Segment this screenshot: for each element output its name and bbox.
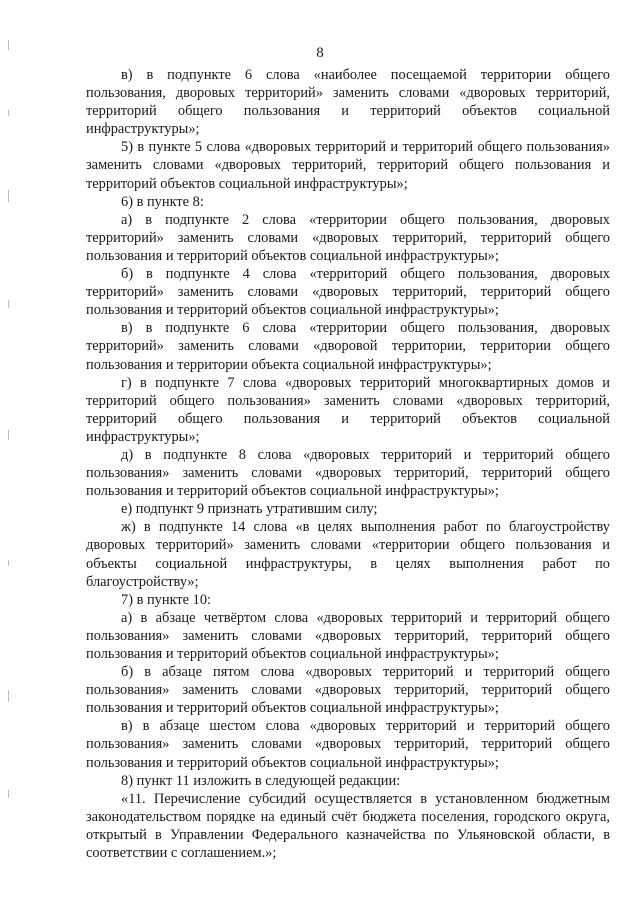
scan-margin-marks xyxy=(8,0,12,905)
paragraph: «11. Перечисление субсидий осуществляется в установленном бюджетным законодательством порядке на единый счёт бюджета поселения, городского округа, открытый в Управлении Федерального казначейства по Ульяновской области, в соответствии с соглашением.»; xyxy=(86,790,610,862)
page-number: 8 xyxy=(316,45,324,61)
paragraph: 5) в пункте 5 слова «дворовых территорий и территорий общего пользования» заменить словами «дворовых территорий, территорий общего пользования и территорий объектов социальной инфраструктуры»; xyxy=(86,139,610,192)
paragraph: е) подпункт 9 признать утратившим силу; xyxy=(121,501,378,518)
paragraph: а) в подпункте 2 слова «территории общего пользования, дворовых территорий» заменить словами «дворовых территорий, территорий общего пользования и территорий объектов социальной инфраструктуры»; xyxy=(86,211,610,264)
paragraph: в) в подпункте 6 слова «территории общего пользования, дворовых территорий» заменить словами «дворовой территории, территории общего пользования и территории объекта социальной инфраструктуры»; xyxy=(86,320,610,373)
paragraph: а) в абзаце четвёртом слова «дворовых территорий и территорий общего пользования» заменить словами «дворовых территорий, территорий общего пользования и территорий объектов социальной инфраструктуры»; xyxy=(86,609,610,662)
document-body xyxy=(86,66,610,862)
paragraph: г) в подпункте 7 слова «дворовых территорий многоквартирных домов и территорий общего пользования» заменить словами «дворовых территорий, территорий общего пользования и территорий объектов социальной инфраструктуры»; xyxy=(86,374,610,445)
paragraph: 7) в пункте 10: xyxy=(121,591,212,608)
paragraph: б) в абзаце пятом слова «дворовых территорий и территорий общего пользования» заменить словами «дворовых территорий, территорий общего пользования и территорий объектов социальной инфраструктуры»; xyxy=(86,664,610,717)
paragraph: 8) пункт 11 изложить в следующей редакции: xyxy=(121,772,401,789)
paragraph: д) в подпункте 8 слова «дворовых территорий и территорий общего пользования» заменить словами «дворовых территорий, территорий общего пользования и территорий объектов социальной инфраструктуры»; xyxy=(86,446,610,500)
paragraph: 6) в пункте 8: xyxy=(121,193,204,210)
paragraph: б) в подпункте 4 слова «территорий общего пользования, дворовых территорий» заменить словами «дворовых территорий, территорий общего пользования и территорий объектов социальной инфраструктуры»; xyxy=(86,266,610,319)
paragraph: в) в абзаце шестом слова «дворовых территорий и территорий общего пользования» заменить словами «дворовых территорий, территорий общего пользования и территорий объектов социальной инфраструктуры»; xyxy=(86,718,610,771)
paragraph: в) в подпункте 6 слова «наиболее посещаемой территории общего пользования, дворовых территорий» заменить словами «дворовых территорий, территорий общего пользования и территорий объектов социальной инфраструктуры»; xyxy=(86,67,610,138)
paragraph: ж) в подпункте 14 слова «в целях выполнения работ по благоустройству дворовых территорий» заменить словами «территории общего пользования и объекты социальной инфраструктуры, в целях выполнения работ по благоустройству»; xyxy=(86,519,610,590)
